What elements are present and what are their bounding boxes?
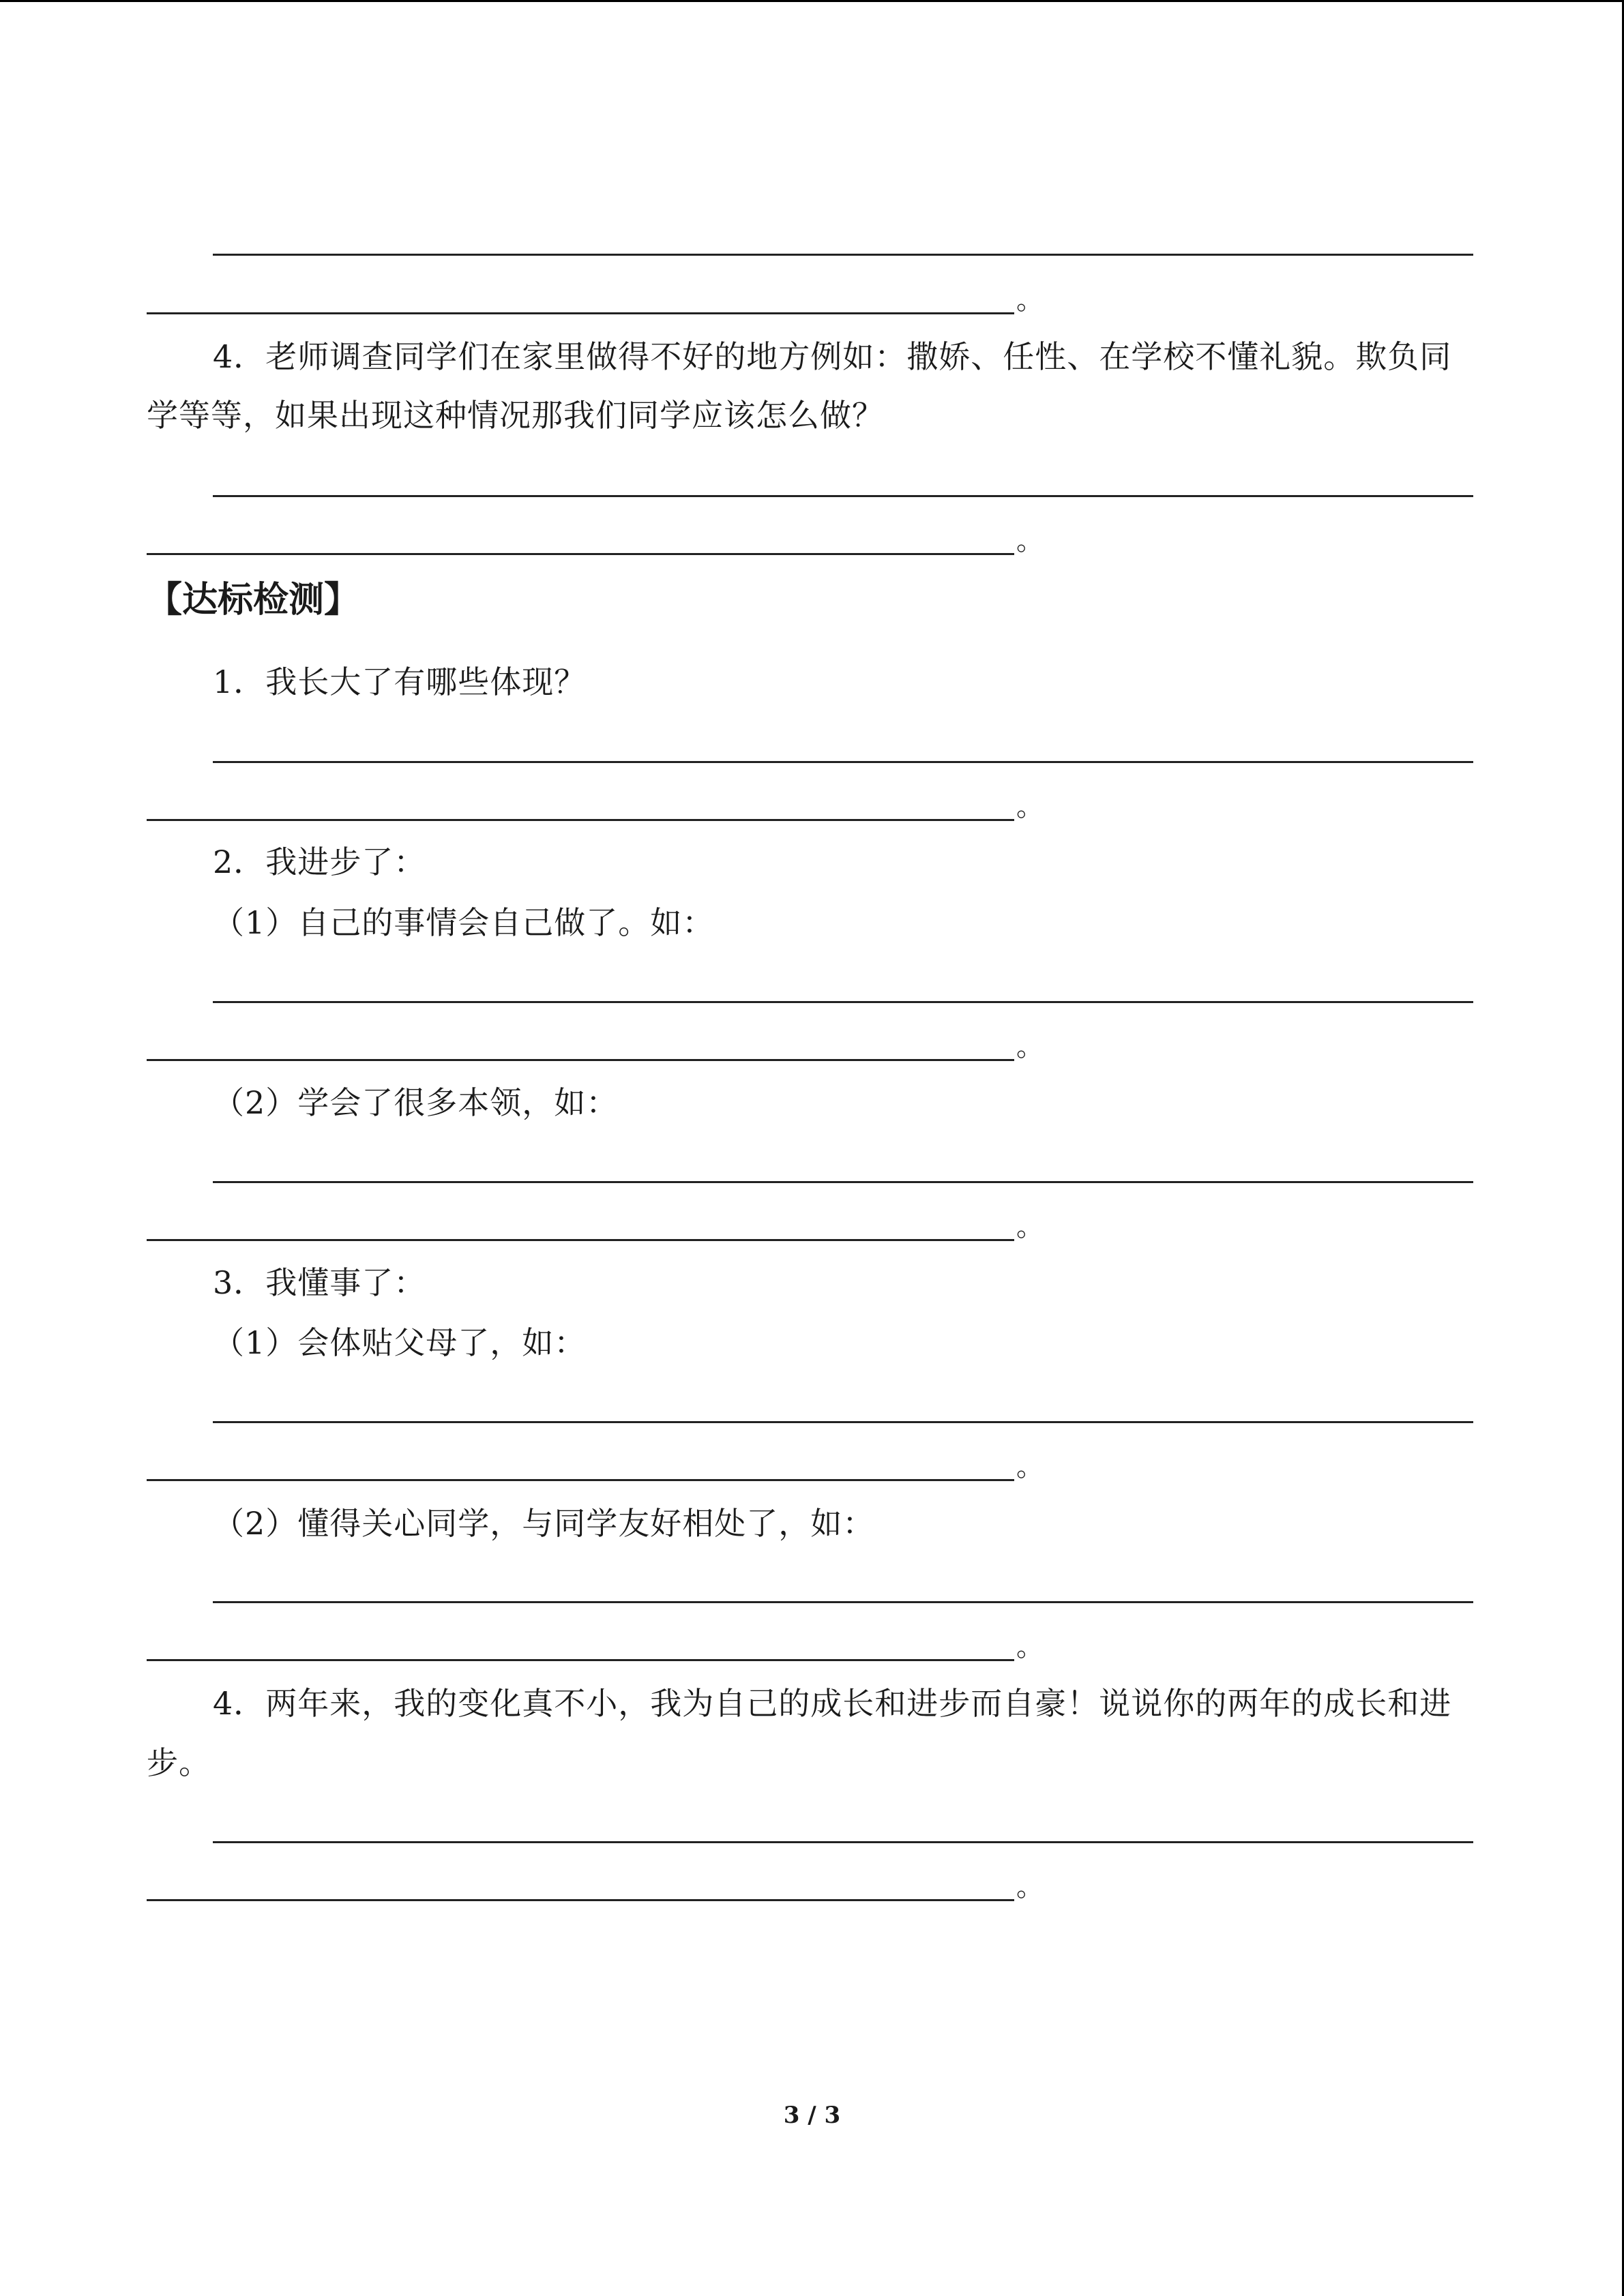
question-2: 2．我进步了： [213, 844, 426, 880]
question-4-line1: 4．两年来，我的变化真不小，我为自己的成长和进步而自豪！说说你的两年的成长和进 [213, 1685, 1452, 1722]
section-heading: 【达标检测】 [147, 580, 360, 621]
end-period: 。 [1016, 284, 1044, 316]
end-period: 。 [1016, 1451, 1044, 1482]
end-period: 。 [1016, 1031, 1044, 1062]
question-1: 1．我长大了有哪些体现？ [213, 664, 587, 700]
end-period: 。 [1016, 791, 1044, 822]
end-period: 。 [1016, 1631, 1044, 1663]
answer-line[interactable] [213, 1601, 1473, 1603]
answer-line[interactable] [213, 254, 1473, 256]
question-2-2: （2）学会了很多本领，如： [213, 1084, 619, 1121]
end-period: 。 [1016, 525, 1044, 556]
answer-line[interactable] [147, 1899, 1014, 1901]
question-4-prev-line2: 学等等，如果出现这种情况那我们同学应该怎么做？ [147, 397, 884, 434]
question-3-1: （1）会体贴父母了，如： [213, 1324, 587, 1361]
answer-line[interactable] [213, 1841, 1473, 1843]
answer-line[interactable] [147, 819, 1014, 821]
answer-line[interactable] [147, 1479, 1014, 1481]
end-period: 。 [1016, 1871, 1044, 1903]
page-number: 3 / 3 [783, 2102, 841, 2129]
question-2-1: （1）自己的事情会自己做了。如： [213, 904, 715, 941]
question-4-prev-line1: 4．老师调查同学们在家里做得不好的地方例如：撒娇、任性、在学校不懂礼貌。欺负同 [213, 338, 1452, 375]
question-3-2: （2）懂得关心同学，与同学友好相处了，如： [213, 1505, 875, 1542]
answer-line[interactable] [147, 1059, 1014, 1061]
answer-line[interactable] [147, 312, 1014, 314]
answer-line[interactable] [147, 1239, 1014, 1241]
end-period: 。 [1016, 1211, 1044, 1242]
page-border-top [0, 0, 1624, 2]
question-4-line2: 步。 [147, 1744, 211, 1781]
answer-line[interactable] [213, 761, 1473, 763]
answer-line[interactable] [213, 1421, 1473, 1423]
answer-line[interactable] [147, 1659, 1014, 1661]
answer-line[interactable] [213, 1001, 1473, 1003]
question-3: 3．我懂事了： [213, 1264, 426, 1301]
answer-line[interactable] [213, 1181, 1473, 1183]
answer-line[interactable] [147, 553, 1014, 555]
answer-line[interactable] [213, 495, 1473, 497]
